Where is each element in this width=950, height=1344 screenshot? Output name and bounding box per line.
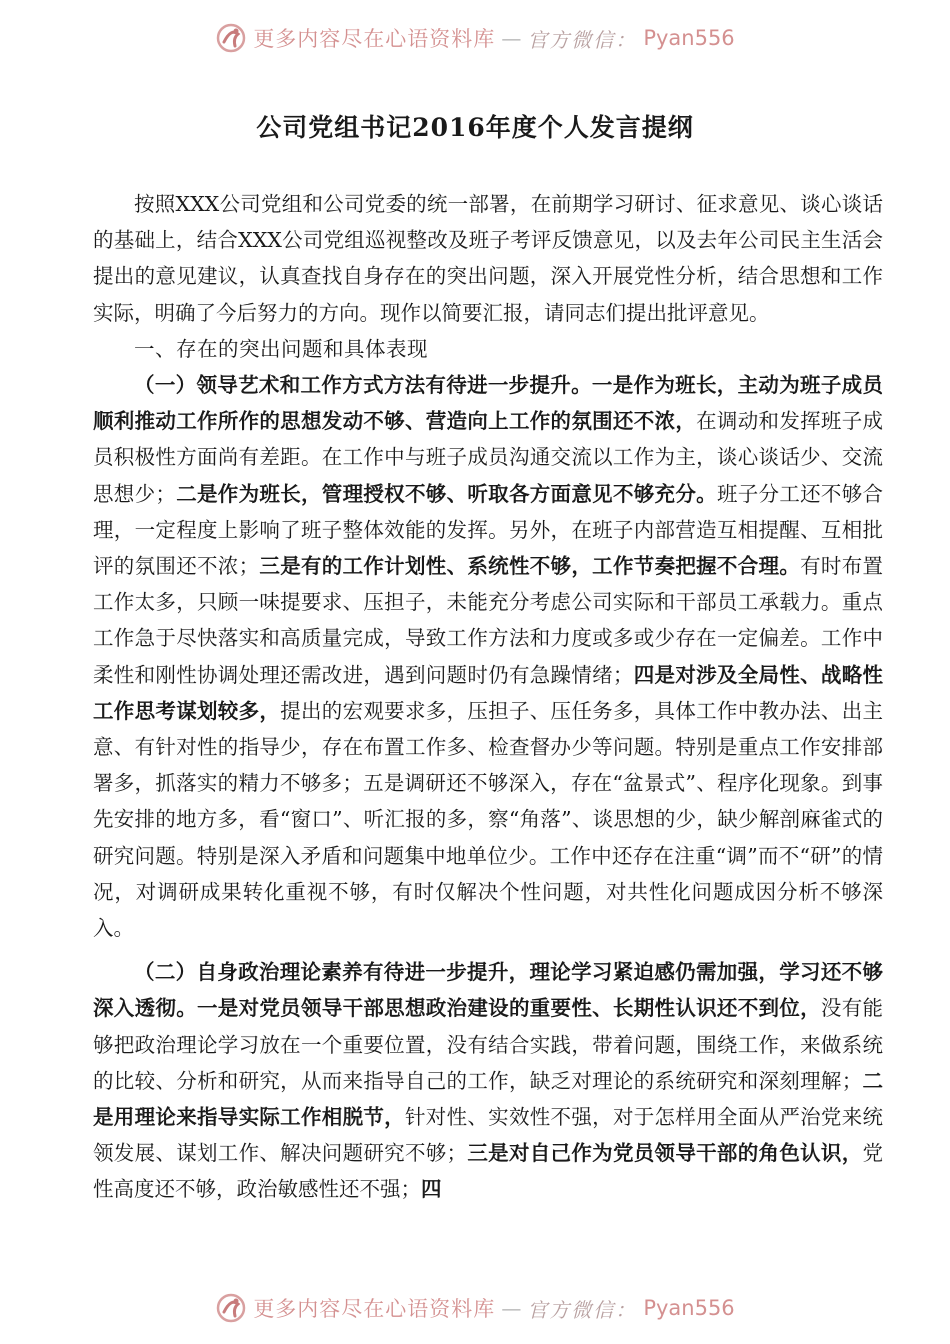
document-title: 公司党组书记2016年度个人发言提纲	[256, 113, 694, 142]
subsection-one-paragraph	[93, 367, 883, 946]
sub2-text-a: 没有能够把政治理论学习放在一个重要位置，没有结合实践，带着问题，围绕工作，来做系统的比较、分析和研究，从而来指导自己的工作，缺乏对理论的系统研究和深刻理解；	[93, 996, 884, 1093]
sub1-text-d: 提出的宏观要求多，压担子、压任务多，具体工作中教办法、出主意、有针对性的指导少，存在布置工作多、检查督办少等问题。特别是重点工作安排部署多，抓落实的精力不够多；五是调研还不够深入，存在“盆景式”、程序化现象。到事先安排的地方多，看“窗口”、听汇报的多，察“角落”、谈思想的少，缺少解剖麻雀式的研究问题。特别是深入矛盾和问题集中地单位少。工作中还存在注重“调”而不“研”的情况，对调研成果转化重视不够，有时仅解决个性问题，对共性化问题成因分析不够深入。	[93, 698, 884, 941]
header-banner	[0, 18, 950, 58]
sub1-text-c: 有时布置工作太多，只顾一味提要求、压担子，未能充分考虑公司实际和干部员工承载力。重点工作急于尽快落实和高质量完成，导致工作方法和力度或多或少存在一定偏差。工作中柔性和刚性协调处理还需改进，遇到问题时仍有急躁情绪；	[93, 554, 884, 687]
intro-paragraph: 按照XXX公司党组和公司党委的统一部署，在前期学习研讨、征求意见、谈心谈话的基础上，结合XXX公司党组巡视整改及班子考评反馈意见，以及去年公司民主生活会提出的意见建议，认真查找自身存在的突出问题，深入开展党性分析，结合思想和工作实际，明确了今后努力的方向。现作以简要汇报，请同志们提出批评意见。	[93, 192, 883, 325]
banner-wechat-id: Pyan556	[643, 26, 735, 50]
banner-brand-text: 更多内容尽在心语资料库	[253, 27, 496, 51]
sub2-bold-a: （二）自身政治理论素养有待进一步提升，理论学习紧迫感仍需加强，学习还不够深入透彻。一是对党员领导干部思想政治建设的重要性、长期性认识还不到位，	[93, 960, 883, 1021]
sub2-bold-c: 三是对自己作为党员领导干部的角色认识，	[467, 1141, 863, 1166]
sub1-bold-a: （一）领导艺术和工作方式方法有待进一步提升。一是作为班长，主动为班子成员顺利推动工作所作的思想发动不够、营造向上工作的氛围还不浓，	[93, 373, 883, 434]
sub2-bold-b: 二是用理论来指导实际工作相脱节，	[93, 1068, 884, 1130]
footer-brand-text: 更多内容尽在心语资料库	[253, 1297, 496, 1321]
seal-logo-icon	[215, 22, 247, 54]
banner-separator: —	[501, 26, 522, 50]
sub2-bold-d: 四	[421, 1177, 442, 1202]
sub1-bold-c: 三是有的工作计划性、系统性不够，工作节奏把握不合理。	[259, 554, 801, 579]
sub1-text-b: 班子分工还不够合理，一定程度上影响了班子整体效能的发挥。另外，在班子内部营造互相提醒、互相批评的氛围还不浓；	[93, 481, 884, 579]
sub1-text-a: 在调动和发挥班子成员积极性方面尚有差距。在工作中与班子成员沟通交流以工作为主，谈心谈话少、交流思想少；	[93, 409, 884, 506]
banner-wechat-label: 官方微信：	[527, 27, 638, 52]
sub1-bold-d: 四是对涉及全局性、战略性工作思考谋划较多，	[93, 662, 884, 723]
sub2-text-b: 针对性、实效性不强，对于怎样用全面从严治党来统领发展、谋划工作、解决问题研究不够；	[93, 1105, 884, 1166]
document-body	[93, 186, 883, 1208]
footer-wechat-label: 官方微信：	[527, 1297, 638, 1322]
section-heading: 一、存在的突出问题和具体表现	[134, 336, 428, 361]
footer-wechat-id: Pyan556	[643, 1296, 735, 1320]
footer-separator: —	[501, 1296, 522, 1320]
seal-logo-icon	[215, 1292, 247, 1324]
sub1-bold-b: 二是作为班长，管理授权不够、听取各方面意见不够充分。	[175, 481, 717, 506]
sub2-text-c: 党性高度还不够，政治敏感性还不强；	[93, 1141, 884, 1202]
footer-banner	[0, 1288, 950, 1328]
subsection-two-paragraph	[93, 954, 883, 1207]
